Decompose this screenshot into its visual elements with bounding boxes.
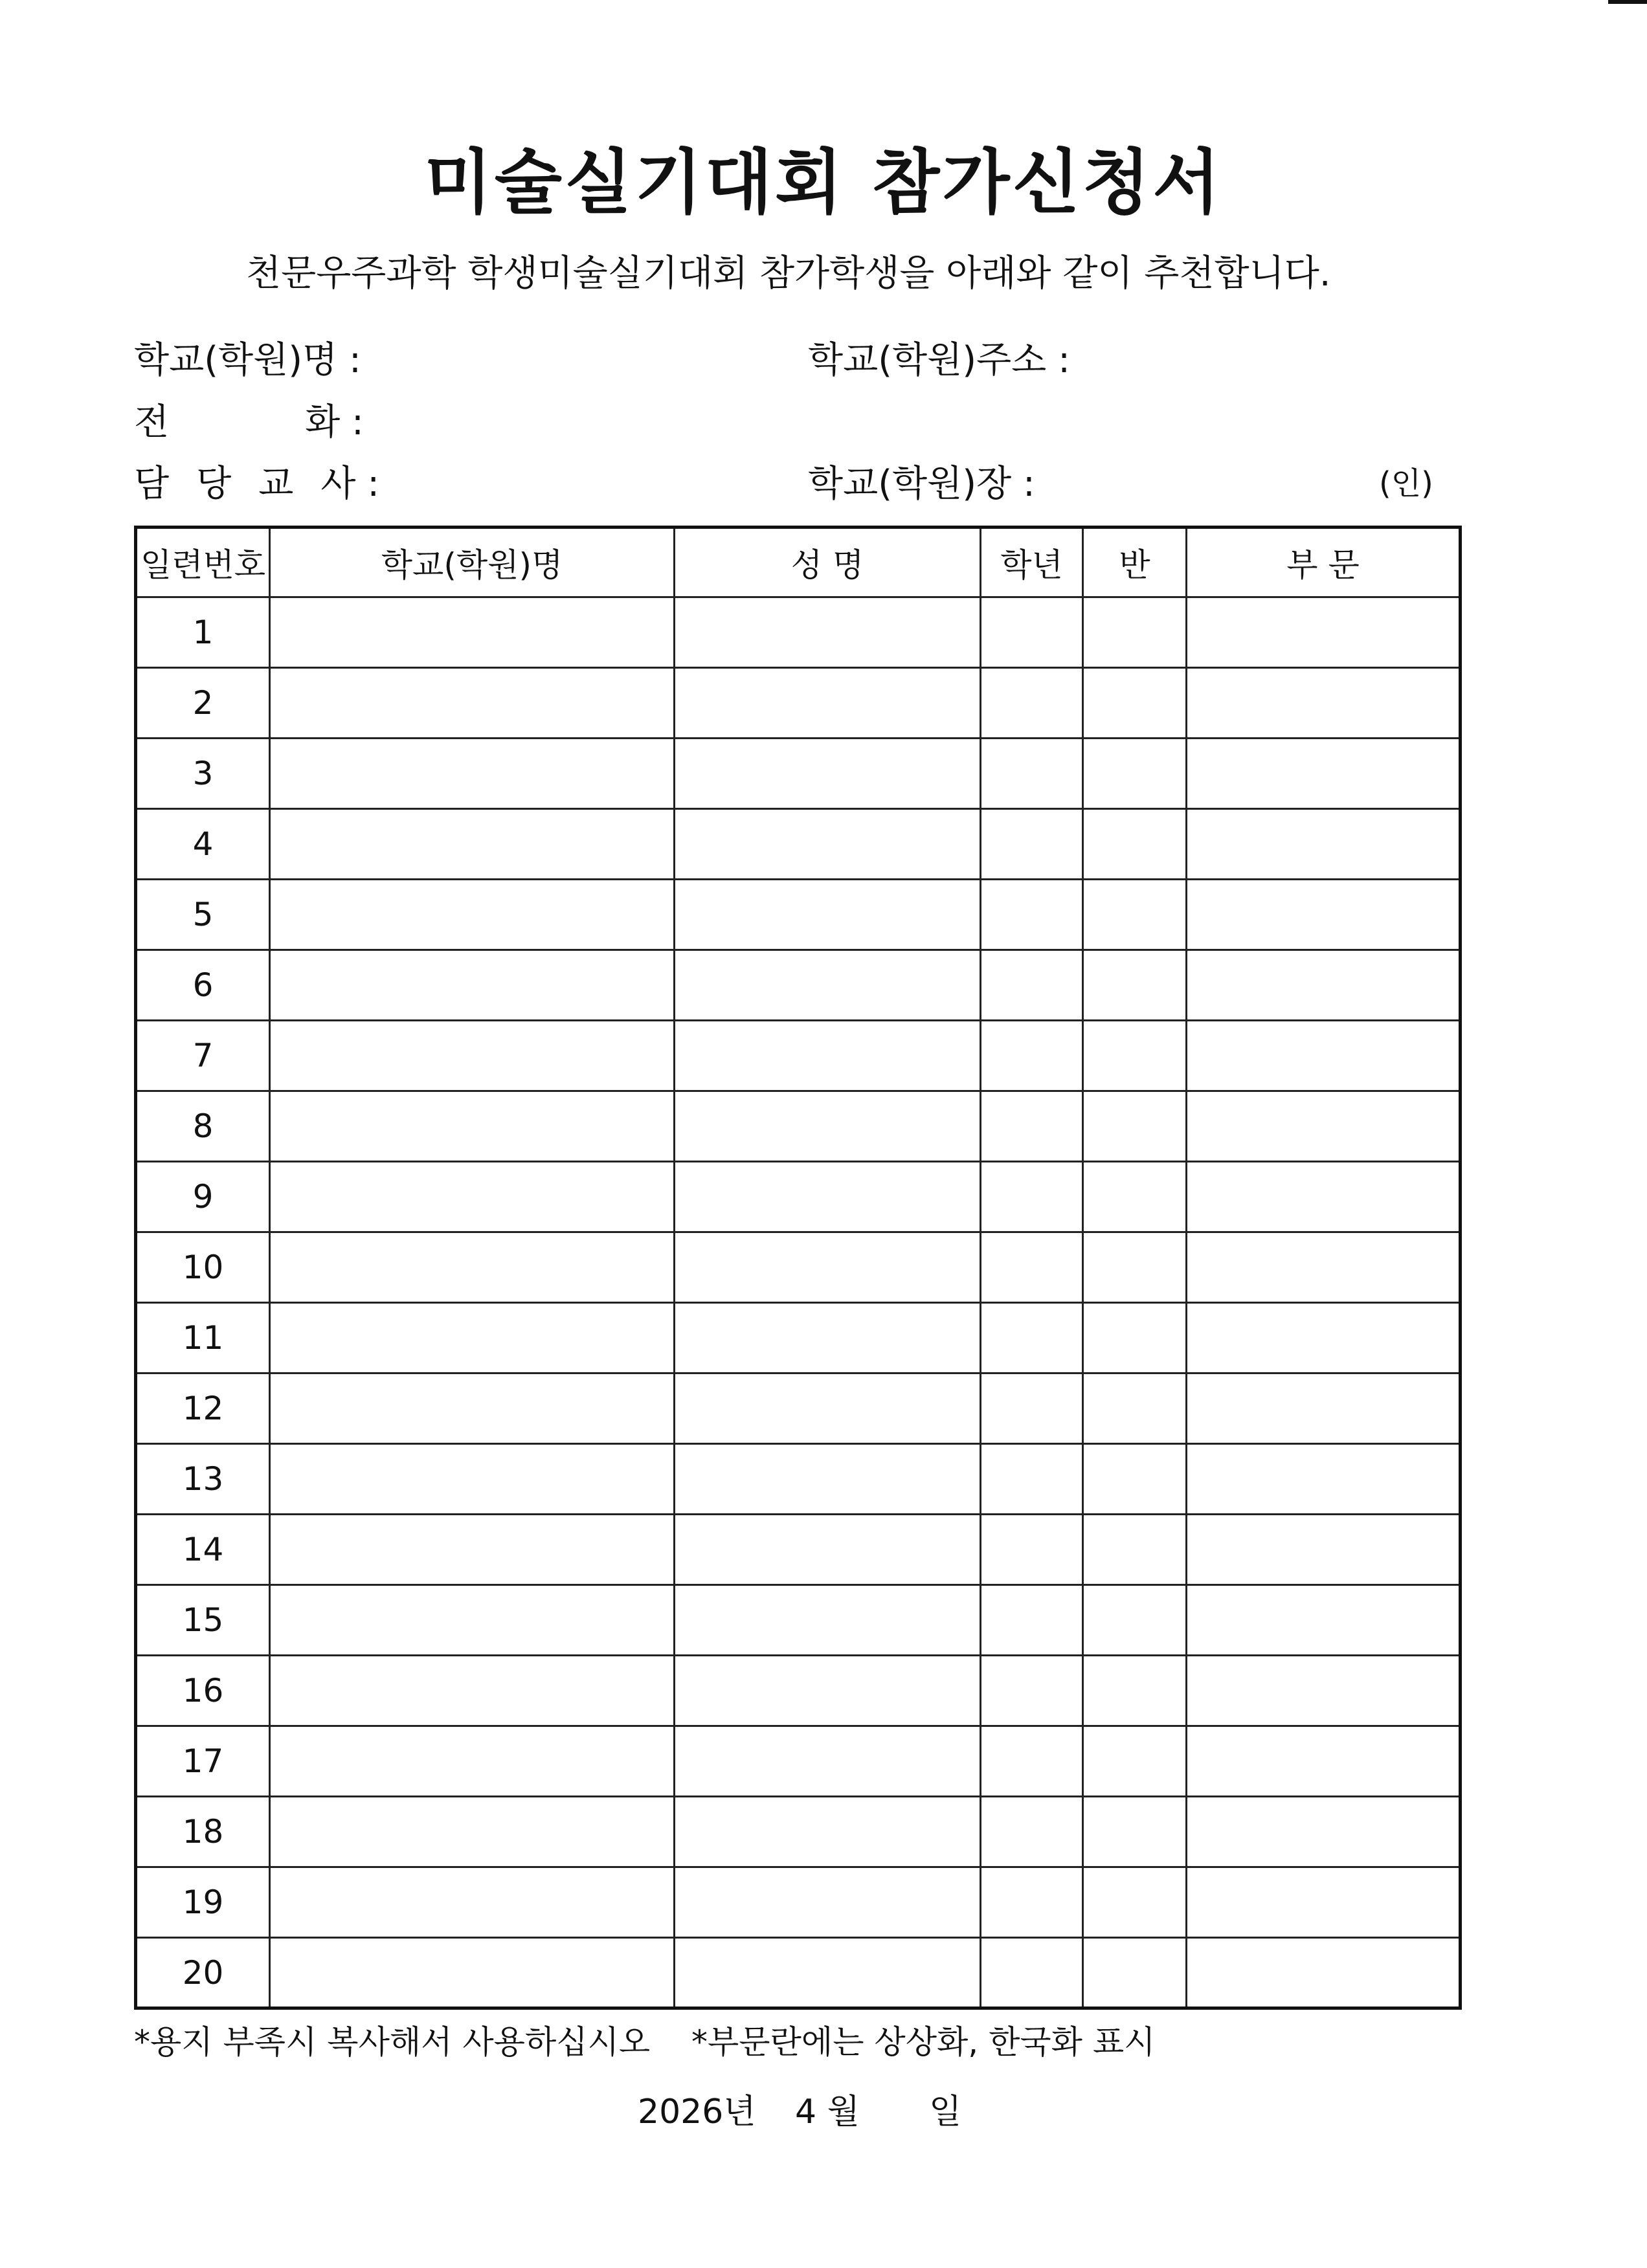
cell-category[interactable] (1187, 809, 1461, 880)
cell-name[interactable] (675, 1021, 981, 1091)
cell-class[interactable] (1083, 597, 1187, 668)
table-header-row (136, 528, 1461, 597)
cell-name[interactable] (675, 597, 981, 668)
table-row (136, 597, 1461, 668)
header-category: 부 문 (1187, 528, 1461, 597)
cell-name[interactable] (675, 1373, 981, 1444)
header-school: 학교(학원)명 (270, 528, 675, 597)
cell-category[interactable] (1187, 880, 1461, 950)
cell-serial: 17 (136, 1726, 270, 1797)
table-row (136, 739, 1461, 809)
cell-name[interactable] (675, 809, 981, 880)
phone-label-part: 전 (134, 401, 170, 443)
cell-grade[interactable] (981, 1444, 1083, 1515)
cell-serial: 11 (136, 1303, 270, 1373)
cell-category[interactable] (1187, 1585, 1461, 1656)
cell-grade[interactable] (981, 1303, 1083, 1373)
cell-category[interactable] (1187, 668, 1461, 739)
cell-class[interactable] (1083, 1303, 1187, 1373)
cell-name[interactable] (675, 1444, 981, 1515)
cell-school[interactable] (270, 1515, 675, 1585)
table-row (136, 1021, 1461, 1091)
header-serial: 일련번호 (136, 528, 270, 597)
phone-label-part: 화 : (305, 401, 364, 443)
cell-category[interactable] (1187, 950, 1461, 1021)
cell-serial: 14 (136, 1515, 270, 1585)
cell-serial: 20 (136, 1938, 270, 2008)
school-address-label: 학교(학원)주소 : (808, 339, 1070, 381)
school-name-label: 학교(학원)명 : (134, 339, 361, 381)
cell-class[interactable] (1083, 1091, 1187, 1162)
cell-category[interactable] (1187, 1444, 1461, 1515)
cell-grade[interactable] (981, 950, 1083, 1021)
cell-school[interactable] (270, 809, 675, 880)
cell-grade[interactable] (981, 1373, 1083, 1444)
cell-serial: 7 (136, 1021, 270, 1091)
cell-name[interactable] (675, 1797, 981, 1867)
cell-class[interactable] (1083, 1515, 1187, 1585)
corner-mark (1608, 0, 1647, 4)
cell-class[interactable] (1083, 1585, 1187, 1656)
cell-class[interactable] (1083, 1444, 1187, 1515)
cell-class[interactable] (1083, 1373, 1187, 1444)
cell-class[interactable] (1083, 1867, 1187, 1938)
cell-category[interactable] (1187, 1938, 1461, 2008)
cell-name[interactable] (675, 1585, 981, 1656)
teacher-label-part: 당 (196, 463, 232, 505)
cell-school[interactable] (270, 1797, 675, 1867)
note-copy: *용지 부족시 복사해서 사용하십시오 (134, 2023, 651, 2061)
cell-category[interactable] (1187, 1373, 1461, 1444)
cell-class[interactable] (1083, 739, 1187, 809)
table-row (136, 668, 1461, 739)
cell-name[interactable] (675, 1938, 981, 2008)
cell-school[interactable] (270, 1726, 675, 1797)
cell-serial: 3 (136, 739, 270, 809)
cell-grade[interactable] (981, 668, 1083, 739)
cell-serial: 15 (136, 1585, 270, 1656)
cell-grade[interactable] (981, 597, 1083, 668)
cell-school[interactable] (270, 1938, 675, 2008)
form-title: 미술실기대회 참가신청서 (424, 142, 1223, 223)
cell-name[interactable] (675, 1303, 981, 1373)
cell-category[interactable] (1187, 1656, 1461, 1726)
teacher-label-part: 교 (258, 463, 294, 505)
cell-grade[interactable] (981, 809, 1083, 880)
table-row (136, 880, 1461, 950)
cell-grade[interactable] (981, 880, 1083, 950)
cell-category[interactable] (1187, 1091, 1461, 1162)
cell-class[interactable] (1083, 668, 1187, 739)
cell-class[interactable] (1083, 1162, 1187, 1232)
cell-class[interactable] (1083, 809, 1187, 880)
cell-grade[interactable] (981, 1091, 1083, 1162)
phone-label (134, 394, 364, 445)
cell-serial: 2 (136, 668, 270, 739)
cell-name[interactable] (675, 1867, 981, 1938)
cell-name[interactable] (675, 1656, 981, 1726)
cell-category[interactable] (1187, 1303, 1461, 1373)
table-row (136, 1726, 1461, 1797)
cell-category[interactable] (1187, 1021, 1461, 1091)
cell-school[interactable] (270, 880, 675, 950)
cell-school[interactable] (270, 950, 675, 1021)
cell-school[interactable] (270, 1373, 675, 1444)
table-row (136, 1867, 1461, 1938)
cell-grade[interactable] (981, 1585, 1083, 1656)
table-row (136, 950, 1461, 1021)
cell-class[interactable] (1083, 1232, 1187, 1303)
cell-school[interactable] (270, 1232, 675, 1303)
cell-serial: 10 (136, 1232, 270, 1303)
cell-category[interactable] (1187, 1162, 1461, 1232)
header-grade: 학년 (981, 528, 1083, 597)
cell-name[interactable] (675, 1232, 981, 1303)
cell-grade[interactable] (981, 1938, 1083, 2008)
cell-serial: 9 (136, 1162, 270, 1232)
cell-class[interactable] (1083, 950, 1187, 1021)
cell-category[interactable] (1187, 1726, 1461, 1797)
cell-grade[interactable] (981, 739, 1083, 809)
cell-serial: 19 (136, 1867, 270, 1938)
cell-category[interactable] (1187, 1867, 1461, 1938)
table-row (136, 1162, 1461, 1232)
teacher-label-part: 담 (134, 463, 170, 505)
table-row (136, 1797, 1461, 1867)
cell-serial: 8 (136, 1091, 270, 1162)
cell-name[interactable] (675, 880, 981, 950)
cell-school[interactable] (270, 1585, 675, 1656)
cell-school[interactable] (270, 1091, 675, 1162)
date-month: 4 월 (795, 2093, 860, 2131)
teacher-label-part: 사 : (320, 463, 380, 505)
cell-school[interactable] (270, 668, 675, 739)
cell-grade[interactable] (981, 1797, 1083, 1867)
cell-school[interactable] (270, 597, 675, 668)
cell-name[interactable] (675, 1726, 981, 1797)
cell-serial: 6 (136, 950, 270, 1021)
cell-grade[interactable] (981, 1232, 1083, 1303)
cell-school[interactable] (270, 1867, 675, 1938)
header-class: 반 (1083, 528, 1187, 597)
cell-category[interactable] (1187, 739, 1461, 809)
cell-serial: 12 (136, 1373, 270, 1444)
cell-name[interactable] (675, 1515, 981, 1585)
cell-serial: 16 (136, 1656, 270, 1726)
cell-serial: 5 (136, 880, 270, 950)
date-day: 일 (929, 2093, 962, 2131)
cell-name[interactable] (675, 1162, 981, 1232)
cell-category[interactable] (1187, 1515, 1461, 1585)
principal-label: 학교(학원)장 : (808, 463, 1035, 505)
cell-name[interactable] (675, 739, 981, 809)
cell-name[interactable] (675, 950, 981, 1021)
cell-category[interactable] (1187, 597, 1461, 668)
cell-class[interactable] (1083, 880, 1187, 950)
note-category: *부문란에는 상상화, 한국화 표시 (691, 2023, 1156, 2061)
cell-school[interactable] (270, 1303, 675, 1373)
form-subtitle: 천문우주과학 학생미술실기대회 참가학생을 아래와 같이 추천합니다. (246, 252, 1331, 295)
cell-serial: 1 (136, 597, 270, 668)
cell-grade[interactable] (981, 1726, 1083, 1797)
cell-serial: 13 (136, 1444, 270, 1515)
cell-school[interactable] (270, 1021, 675, 1091)
cell-class[interactable] (1083, 1797, 1187, 1867)
table-row (136, 1232, 1461, 1303)
table-row (136, 1938, 1461, 2008)
cell-class[interactable] (1083, 1938, 1187, 2008)
cell-grade[interactable] (981, 1162, 1083, 1232)
cell-school[interactable] (270, 1162, 675, 1232)
table-row (136, 1515, 1461, 1585)
cell-category[interactable] (1187, 1797, 1461, 1867)
cell-class[interactable] (1083, 1656, 1187, 1726)
cell-school[interactable] (270, 739, 675, 809)
table-row (136, 1585, 1461, 1656)
cell-name[interactable] (675, 1091, 981, 1162)
cell-name[interactable] (675, 668, 981, 739)
cell-category[interactable] (1187, 1232, 1461, 1303)
participant-table (134, 526, 1462, 2010)
table-row (136, 1373, 1461, 1444)
header-name: 성 명 (675, 528, 981, 597)
table-row (136, 1444, 1461, 1515)
cell-grade[interactable] (981, 1515, 1083, 1585)
cell-grade[interactable] (981, 1656, 1083, 1726)
seal-mark: (인) (1379, 465, 1433, 502)
table-row (136, 1656, 1461, 1726)
cell-serial: 18 (136, 1797, 270, 1867)
date-year: 2026년 (638, 2093, 756, 2131)
cell-school[interactable] (270, 1656, 675, 1726)
cell-grade[interactable] (981, 1867, 1083, 1938)
table-row (136, 1091, 1461, 1162)
cell-class[interactable] (1083, 1726, 1187, 1797)
cell-serial: 4 (136, 809, 270, 880)
table-row (136, 1303, 1461, 1373)
cell-grade[interactable] (981, 1021, 1083, 1091)
cell-class[interactable] (1083, 1021, 1187, 1091)
cell-school[interactable] (270, 1444, 675, 1515)
table-row (136, 809, 1461, 880)
teacher-label (134, 455, 379, 507)
